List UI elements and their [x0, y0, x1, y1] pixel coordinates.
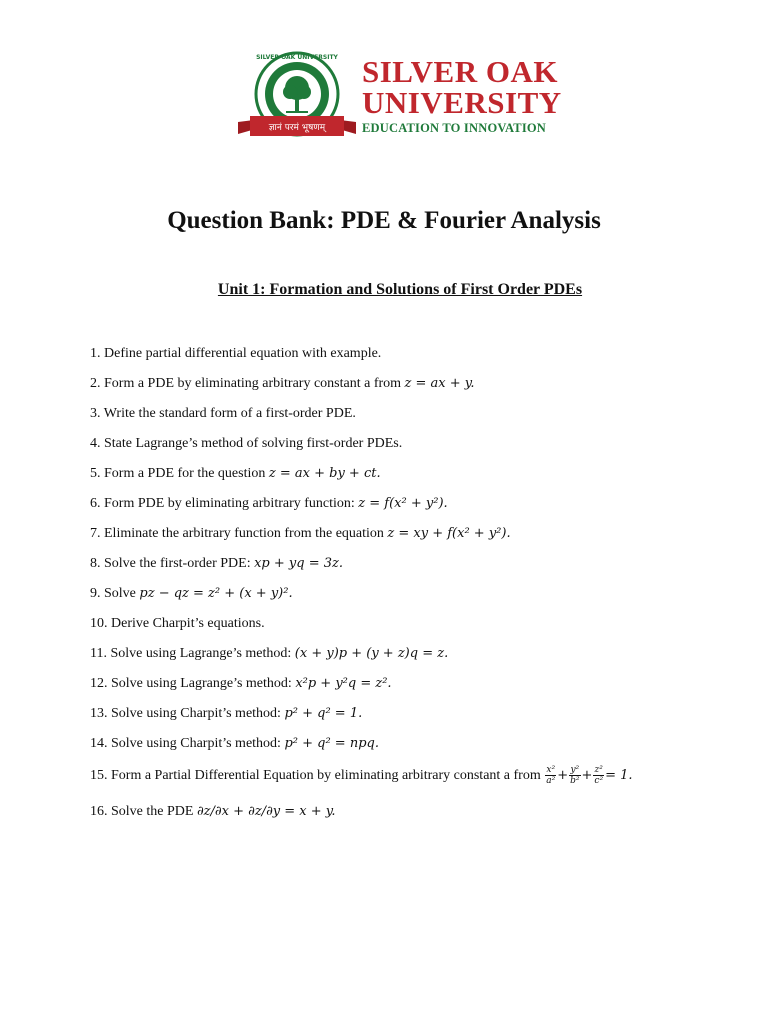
- question-math: pz − qz = z² + (x + y)².: [139, 586, 293, 601]
- question-item: 2. Form a PDE by eliminating arbitrary constant a from z = ax + y.: [90, 376, 475, 391]
- question-list: [90, 345, 750, 833]
- question-item: 4. State Lagrange’s method of solving first-order PDEs.: [90, 436, 403, 451]
- fraction: $\frac{\text{x²}}{\text{a²}}$: [546, 765, 556, 787]
- question-item: 10. Derive Charpit’s equations.: [90, 616, 265, 631]
- question-item: 3. Write the standard form of a first-order PDE.: [90, 406, 356, 421]
- unit-heading: Unit 1: Formation and Solutions of First Order PDEs: [217, 281, 583, 298]
- question-math: z = ax + y.: [404, 376, 475, 391]
- university-name-line2: UNIVERSITY: [362, 85, 562, 120]
- question-item: 5. Form a PDE for the question z = ax + by + ct.: [90, 466, 381, 481]
- question-item: 16. Solve the PDE ∂z/∂x + ∂z/∂y = x + y.: [90, 804, 336, 819]
- question-item: 13. Solve using Charpit’s method: p² + q² = 1.: [90, 706, 363, 721]
- question-item: 7. Eliminate the arbitrary function from the equation z = xy + f(x² + y²).: [90, 526, 511, 541]
- question-math: p² + q² = 1.: [284, 706, 363, 721]
- fraction: $\frac{\text{y²}}{\text{b²}}$: [570, 765, 580, 787]
- question-math: ∂z/∂x + ∂z/∂y = x + y.: [196, 804, 336, 819]
- university-logo: [234, 50, 574, 150]
- question-math: (x + y)p + (y + z)q = z.: [294, 646, 449, 661]
- seal-ring-text: SILVER OAK UNIVERSITY: [256, 54, 338, 61]
- question-item: 9. Solve pz − qz = z² + (x + y)².: [90, 586, 293, 601]
- question-item: 6. Form PDE by eliminating arbitrary function: z = f(x² + y²).: [90, 496, 448, 511]
- question-math: xp + yq = 3z.: [254, 556, 343, 571]
- university-seal-icon: [234, 50, 360, 150]
- question-math: = 1.: [605, 768, 633, 783]
- question-math: x²p + y²q = z².: [295, 676, 392, 691]
- question-math: p² + q² = npq.: [284, 736, 379, 751]
- question-math: z = ax + by + ct.: [268, 466, 381, 481]
- university-tagline: EDUCATION TO INNOVATION: [362, 121, 547, 135]
- question-item: 15. Form a Partial Differential Equation by eliminating arbitrary constant a from $\frac{\text{x²}}{\text{a²}}$ + $\frac{\text{y²}}{\text{b²}}$ + $\frac{\text{z²}}{\text{c²}}$ = 1.: [90, 765, 633, 787]
- fraction: $\frac{\text{z²}}{\text{c²}}$: [594, 765, 604, 787]
- question-item: 12. Solve using Lagrange’s method: x²p + y²q = z².: [90, 676, 392, 691]
- question-item: 1. Define partial differential equation with example.: [90, 346, 382, 361]
- question-item: 11. Solve using Lagrange’s method: (x + y)p + (y + z)q = z.: [90, 646, 449, 661]
- seal-ribbon-text: ज्ञानं परमं भूषणम्: [268, 123, 326, 133]
- question-item: 8. Solve the first-order PDE: xp + yq = 3z.: [90, 556, 343, 571]
- page-title: Question Bank: PDE & Fourier Analysis: [167, 207, 601, 234]
- question-math: z = f(x² + y²).: [358, 496, 448, 511]
- question-math: z = xy + f(x² + y²).: [387, 526, 511, 541]
- university-name-line1: SILVER OAK: [362, 54, 558, 89]
- question-item: 14. Solve using Charpit’s method: p² + q² = npq.: [90, 736, 379, 751]
- brand-text: [362, 56, 562, 136]
